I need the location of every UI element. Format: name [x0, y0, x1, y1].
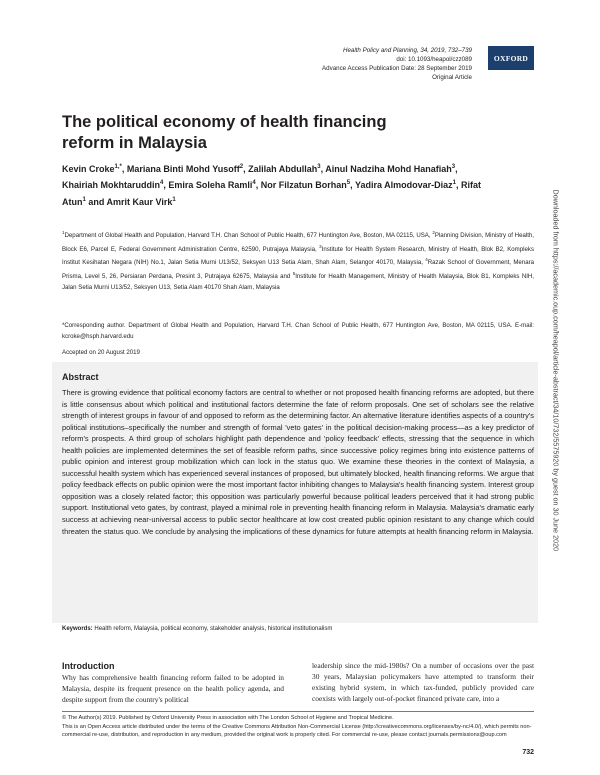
author-affiliation-marker: 4 [252, 180, 256, 187]
author-name: Mariana Binti Mohd Yusoff [126, 164, 240, 174]
keywords-text: Health reform, Malaysia, political economy, stakeholder analysis, historical institutionalism [92, 626, 333, 632]
author-affiliation-marker: 5 [346, 180, 351, 187]
author-name: Khairiah Mokhtaruddin [62, 180, 161, 191]
license-text: This is an Open Access article distributed under the terms of the Creative Commons Attribution Non-Commercial License (http://creativecommons.org/licenses/by-nc/4.0/), which permits non-commercial re-use, distribution, and reproduction in any medium, provided the original work is properly cited. For commercial re-use, please contact journals.permissions@oup.com [62, 723, 532, 738]
author-separator: , [350, 180, 355, 191]
journal-citation: Health Policy and Planning, 34, 2019, 732–739 [342, 47, 472, 54]
author-name: Ainul Nadziha Mohd Hanafiah [325, 164, 452, 174]
author-separator: , [255, 180, 261, 191]
page-number: 732 [522, 749, 534, 756]
introduction-col2: leadership since the mid-1980s? On a number of occasions over the past 30 years, Malaysian policymakers have attempted to transform their existing hybrid system, in which tax-funded, publicly provided care coexists with largely out-of-pocket financed private care, into a [312, 661, 534, 703]
corresponding-author: *Corresponding author. Department of Global Health and Population, Harvard T.H. Chan School of Public Health, 677 Huntington Ave, Boston, MA 02115, USA. E-mail: kcroke@hsph.harvard.edu [62, 322, 534, 340]
author-separator: , [243, 164, 249, 174]
copyright-line: © The Author(s) 2019. Published by Oxford University Press in association with The London School of Hygiene and Tropical Medicine. [62, 715, 394, 721]
author-separator: , [163, 180, 169, 191]
author-separator: and [85, 196, 107, 207]
affiliation-marker: 2 [432, 230, 435, 235]
article-title: The political economy of health financing reform in Malaysia [62, 113, 387, 152]
article-type: Original Article [432, 74, 472, 81]
author-affiliation-marker: 4 [160, 180, 164, 187]
author-separator: , [455, 164, 458, 174]
affiliation-text: Planning Division, Ministry of Health, Block E6, Parcel E, Federal Government Administration Centre, 62590, Putrajaya Malaysia, [62, 232, 534, 253]
abstract-text: There is growing evidence that political economy factors are central to whether or not proposed health financing reforms are adopted, but there is little consensus about which political and institutional factors determine the fate of reform proposals. One set of scholars see the relative strength of interest groups in favour of and opposed to reform as the determining factor. An alternative literature identifies aspects of a country's political institutions–specifically the number and strength of formal 'veto gates' in the political decision-making process—as a key predictor of reform's prospects. A third group of scholars highlight path dependence and 'policy feedback' effects, stressing that the sequence in which health policies are implemented determines the set of feasible reform paths, since successive policy regimes bring into existence patterns of public opinion and interest group mobilization which can lock in the status quo. We examine these theories in the context of Malaysia, a successful health system which has experienced several instances of proposed, but ultimately blocked, health financing reforms. We argue that policy feedback effects on public opinion were the most important factor inhibiting changes to Malaysia's health financing system. Interest group opposition was a closely related factor; this opposition was particularly powerful because political leaders perceived that it had strong public support. Institutional veto gates, by contrast, played a minimal role in preventing health financing reform in Malaysia. Malaysia's dramatic early success at achieving near-universal access to public sector healthcare at low cost created public opinion resistant to any change which could threaten the status quo. We conclude by analysing the implications of these dynamics for future attempts at health financing reform in Malaysia. [62, 388, 534, 536]
author-name: Yadira Almodovar-Diaz [354, 180, 453, 191]
journal-header [322, 46, 472, 82]
affiliation-text: Institute for Health Management, Ministry of Health Malaysia, Blok B1, Kompleks NIH, Jalan Setia Murni U13/52, Seksyen U13, Setia Alam 40170 Shah Alam, Malaysia [62, 272, 535, 291]
introduction-heading: Introduction [62, 661, 115, 671]
author-name: Zalilah Abdullah [248, 164, 318, 174]
author-affiliation-marker: 1 [452, 180, 457, 187]
download-notice[interactable]: Downloaded from https://academic.oup.com/heapol/article-abstract/34/10/732/5575920 by guest on 30 June 2020 [551, 189, 561, 552]
affiliation-marker: 5 [292, 270, 296, 276]
affiliation-text: Institute for Health System Research, Ministry of Health, Blok B2, Kompleks Institut Kesihatan Negara (NIH) No.1, Jalan Setia Murni U13/52, Seksyen U13 Setia Alam, Shah Alam, Selangor 40170, Malaysia, [62, 245, 534, 267]
keywords [62, 626, 534, 632]
footer-divider [62, 711, 534, 712]
affiliation-marker: 1 [62, 230, 65, 235]
advance-access-date: Advance Access Publication Date: 28 September 2019 [322, 65, 472, 72]
accepted-date: Accepted on 20 August 2019 [62, 349, 140, 356]
doi[interactable]: doi: 10.1093/heapol/czz089 [396, 56, 472, 63]
author-name: Amrit Kaur Virk [106, 196, 173, 207]
author-name: Emira Soleha Ramli [168, 180, 253, 191]
author-affiliation-marker: 3 [451, 164, 456, 170]
author-affiliation-marker: 3 [317, 164, 321, 170]
author-separator: , [121, 164, 127, 174]
download-sidebar [551, 190, 561, 590]
affiliation-marker: 3 [319, 243, 322, 249]
keywords-label: Keywords: [62, 626, 93, 632]
affiliation-marker: 4 [425, 257, 428, 263]
author-separator: , [320, 164, 326, 174]
author-list [62, 160, 482, 209]
abstract-heading: Abstract [62, 372, 99, 382]
author-separator: , [456, 180, 462, 191]
author-name: Rifat Atun [62, 180, 482, 207]
introduction-col1: Why has comprehensive health financing reform failed to be adopted in Malaysia, despite its frequent presence on the health policy agenda, and despite support from the country's political [62, 673, 284, 704]
affiliation-text: Department of Global Health and Population, Harvard T.H. Chan School of Public Health, 677 Huntington Ave, Boston, MA 02115, USA, [64, 232, 433, 240]
author-affiliation-marker: 1,* [114, 164, 122, 170]
author-affiliation-marker: 2 [239, 164, 244, 170]
author-affiliation-marker: 1 [82, 196, 86, 203]
oxford-logo[interactable]: OXFORD [488, 46, 534, 70]
author-affiliation-marker: 1 [172, 196, 176, 203]
affiliations [62, 228, 534, 293]
footer-license [62, 714, 534, 740]
author-name: Nor Filzatun Borhan [260, 180, 347, 191]
affiliation-text: Razak School of Government, Menara Prisma, Level 5, 26, Persiaran Perdana, Presint 3, Putrajaya 62675, Malaysia and [62, 259, 534, 280]
author-name: Kevin Croke [62, 164, 115, 174]
